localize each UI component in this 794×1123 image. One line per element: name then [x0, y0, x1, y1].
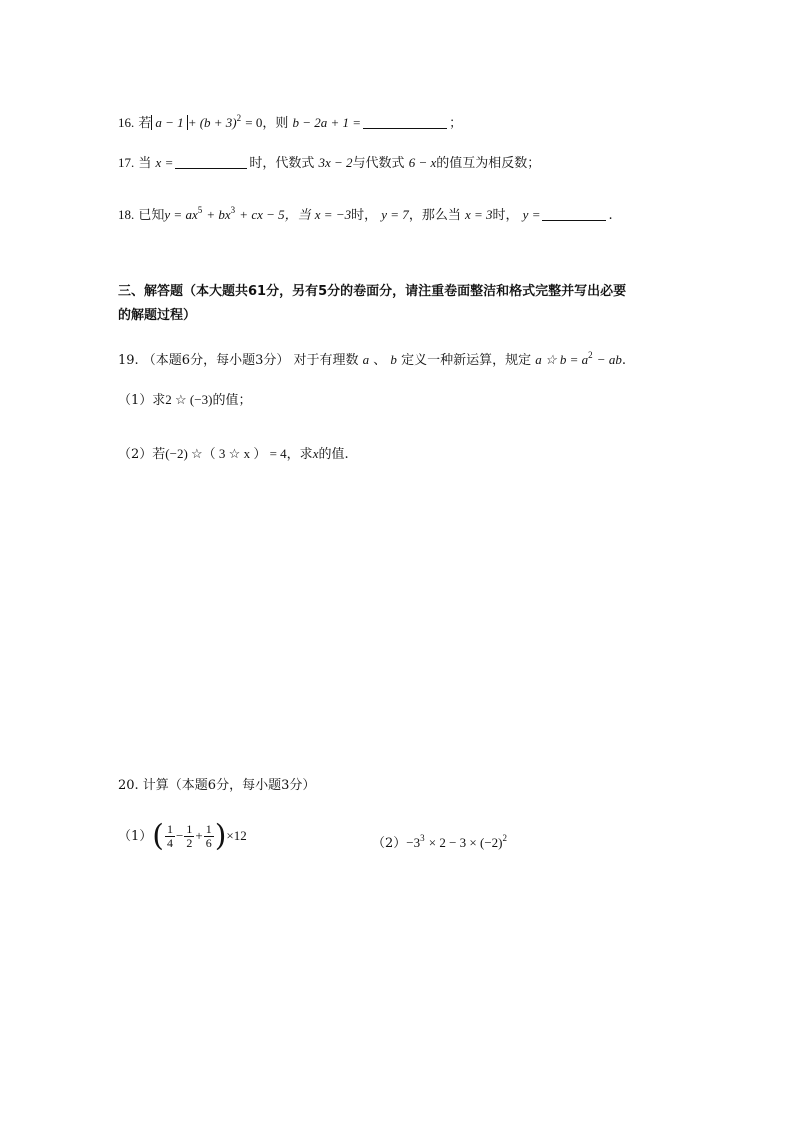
q19-p1-expr: 2 ☆ (−3) [165, 392, 213, 407]
q20-p2-e1: −3 [406, 835, 421, 850]
fraction-2-num: 1 [186, 822, 193, 836]
question-19-part-1 [118, 390, 251, 411]
q17-answer-blank[interactable] [175, 155, 247, 169]
fraction-3-den: 6 [205, 836, 212, 850]
q17-text1: 时，代数式 [249, 156, 315, 171]
q18-cx: + cx − 5，当 [239, 207, 311, 222]
q17-text2: 与代数式 [352, 156, 405, 171]
q19-head: 19. （本题6分，每小题3分） 对于有理数 [118, 353, 359, 368]
section-3-heading-cont: 的解题过程） [118, 308, 197, 323]
q18-t3: 时， [492, 208, 519, 223]
q19-sq: 2 [588, 350, 593, 360]
q19-b: b [390, 352, 397, 367]
q16-eq0: = 0，则 [245, 115, 289, 130]
q18-known: 已知 [138, 208, 165, 223]
question-19-part-2 [118, 444, 349, 465]
q19-a: a [362, 352, 370, 367]
q18-yq: y = [522, 207, 541, 222]
q19-p2-x: x [312, 446, 319, 461]
q19-p2-label: （2）若 [118, 447, 166, 462]
q19-p2-end: 的值. [318, 447, 349, 462]
q16-end: ； [449, 116, 463, 131]
q19-p2-mid: ，求 [286, 447, 313, 462]
fraction-2 [184, 823, 194, 850]
q16-number: 16. [118, 115, 135, 130]
q18-x-minus3: x = −3 [314, 207, 352, 222]
q18-number: 18. [118, 207, 135, 222]
fraction-3-num: 1 [205, 822, 212, 836]
minus-sign: − [176, 828, 184, 843]
close-paren: ) [214, 818, 227, 854]
plus-sign: + [195, 828, 203, 843]
q20-p2-e2: × 2 − 3 × (−2) [428, 835, 503, 850]
q18-x3: x = 3 [464, 207, 493, 222]
q17-expr1: 3x − 2 [318, 155, 353, 170]
q16-if: 若 [138, 116, 152, 131]
q17-x: x = [155, 155, 174, 170]
q18-t1: 时， [351, 208, 378, 223]
q18-exp3: 3 [230, 205, 236, 215]
q16-exp: 2 [236, 113, 242, 123]
q17-text3: 的值互为相反数； [436, 156, 541, 171]
q18-answer-blank[interactable] [542, 207, 606, 221]
open-paren: ( [152, 818, 164, 854]
times-12: ×12 [226, 828, 247, 843]
q16-expr2: + (b + 3) [187, 115, 237, 130]
q20-p2-label: （2） [372, 836, 407, 851]
q18-end: . [608, 208, 613, 223]
q20-p1-label: （1） [118, 829, 153, 844]
fraction-1 [165, 823, 175, 850]
q19-end: . [621, 353, 626, 368]
fraction-3 [204, 823, 214, 850]
q19-def: 定义一种新运算，规定 [401, 353, 532, 368]
q20-p2-e2-exp: 2 [502, 833, 507, 843]
question-20-part-2 [372, 818, 507, 864]
q18-y7: y = 7 [381, 207, 409, 222]
fraction-1-den: 4 [167, 836, 173, 850]
question-16 [118, 108, 462, 134]
q19-rule: a ☆ b = a [535, 352, 589, 367]
q16-answer-blank[interactable] [363, 115, 447, 129]
q19-p2-expr: (−2) ☆（ 3 ☆ x ） = 4 [165, 446, 287, 461]
q16-abs: a − 1 [151, 115, 187, 130]
q18-bx: + bx [206, 207, 231, 222]
question-17 [118, 153, 540, 174]
q18-y: y = ax [164, 207, 198, 222]
section-3-heading: 三、解答题（本大题共61分，另有5分的卷面分，请注重卷面整洁和格式完整并写出必要 [118, 284, 627, 299]
q18-t2: ，那么当 [408, 208, 461, 223]
question-18 [118, 200, 613, 226]
question-19 [118, 345, 626, 371]
q17-expr2: 6 − x [408, 155, 437, 170]
q19-p1-end: 的值； [212, 393, 252, 408]
fraction-2-den: 2 [186, 836, 193, 850]
q18-exp5: 5 [197, 205, 203, 215]
fraction-1-num: 1 [167, 822, 173, 836]
q19-p1-label: （1）求 [118, 393, 166, 408]
q16-expr3: b − 2a + 1 = [292, 115, 362, 130]
q17-number: 17. [118, 155, 135, 170]
q19-rule2: − ab [596, 352, 622, 367]
q17-when: 当 [138, 156, 152, 171]
question-20: 20. 计算（本题6分，每小题3分） [118, 778, 316, 793]
q19-sep: 、 [373, 353, 387, 368]
q20-p2-e1-exp: 3 [420, 833, 425, 843]
question-20-part-1 [118, 814, 247, 859]
